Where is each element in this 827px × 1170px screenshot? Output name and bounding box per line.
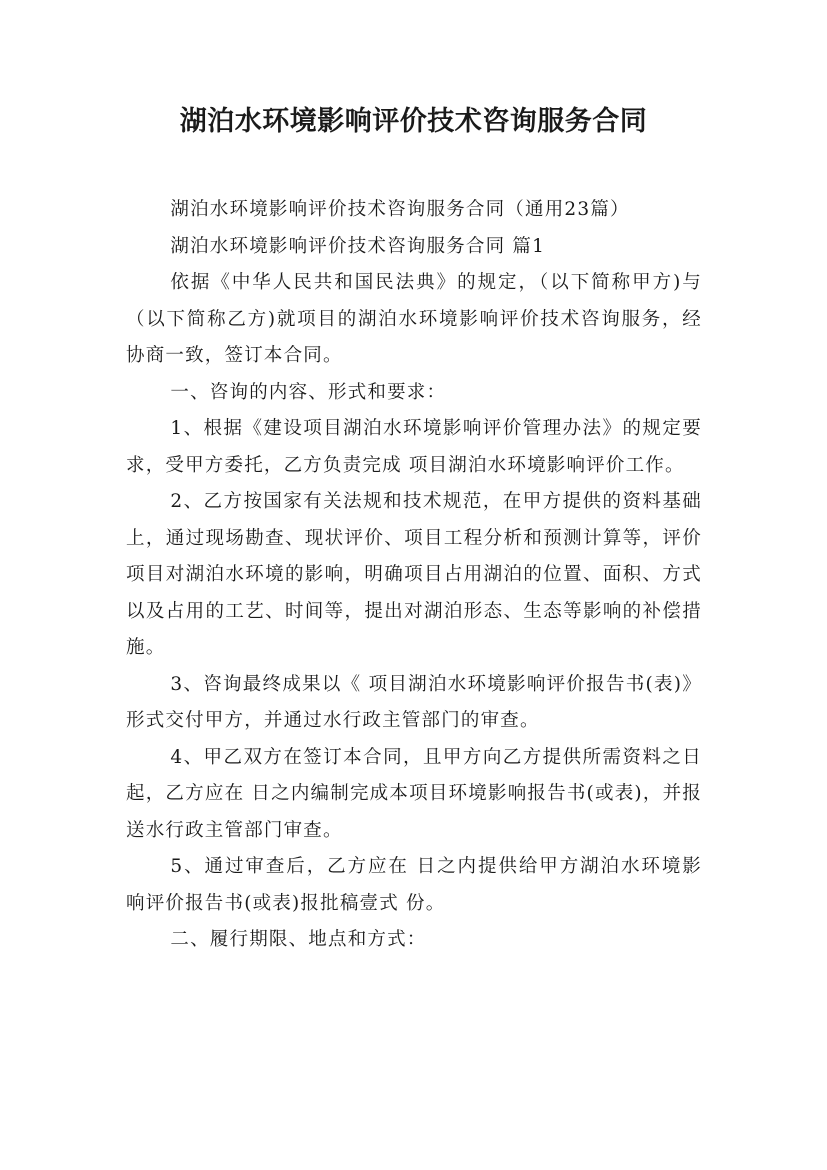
paragraph-subtitle: 湖泊水环境影响评价技术咨询服务合同（通用23篇） xyxy=(170,199,630,220)
paragraph-clause-2: 2、乙方按国家有关法规和技术规范，在甲方提供的资料基础上，通过现场勘查、现状评价、项目工程分析和预测计算等，评价项目对湖泊水环境的影响，明确项目占用湖泊的位置、面积、方式以及占用的工艺、时间等，提出对湖泊形态、生态等影响的补偿措施。 xyxy=(126,491,702,658)
paragraph-clause-4: 4、甲乙双方在签订本合同，且甲方向乙方提供所需资料之日起，乙方应在 日之内编制完成本项目环境影响报告书(或表)，并报送水行政主管部门审查。 xyxy=(126,746,702,841)
document-body xyxy=(126,192,702,959)
paragraph-heading-performance: 二、履行期限、地点和方式： xyxy=(170,929,427,950)
paragraph-heading-consulting-content: 一、咨询的内容、形式和要求： xyxy=(170,381,447,403)
paragraph-section-heading: 湖泊水环境影响评价技术咨询服务合同 篇1 xyxy=(170,235,546,257)
paragraph-clause-5: 5、通过审查后，乙方应在 日之内提供给甲方湖泊水环境影响评价报告书(或表)报批稿壹式 份。 xyxy=(126,856,702,914)
paragraph-clause-1: 1、根据《建设项目湖泊水环境影响评价管理办法》的规定要求，受甲方委托，乙方负责完成 项目湖泊水环境影响评价工作。 xyxy=(126,418,702,476)
paragraph-clause-3: 3、咨询最终成果以《 项目湖泊水环境影响评价报告书(表)》形式交付甲方，并通过水行政主管部门的审查。 xyxy=(126,673,702,731)
document-title: 湖泊水环境影响评价技术咨询服务合同 xyxy=(179,106,648,137)
paragraph-preamble: 依据《中华人民共和国民法典》的规定，（以下简称甲方)与（以下简称乙方)就项目的湖泊水环境影响评价技术咨询服务，经协商一致，签订本合同。 xyxy=(126,272,702,366)
